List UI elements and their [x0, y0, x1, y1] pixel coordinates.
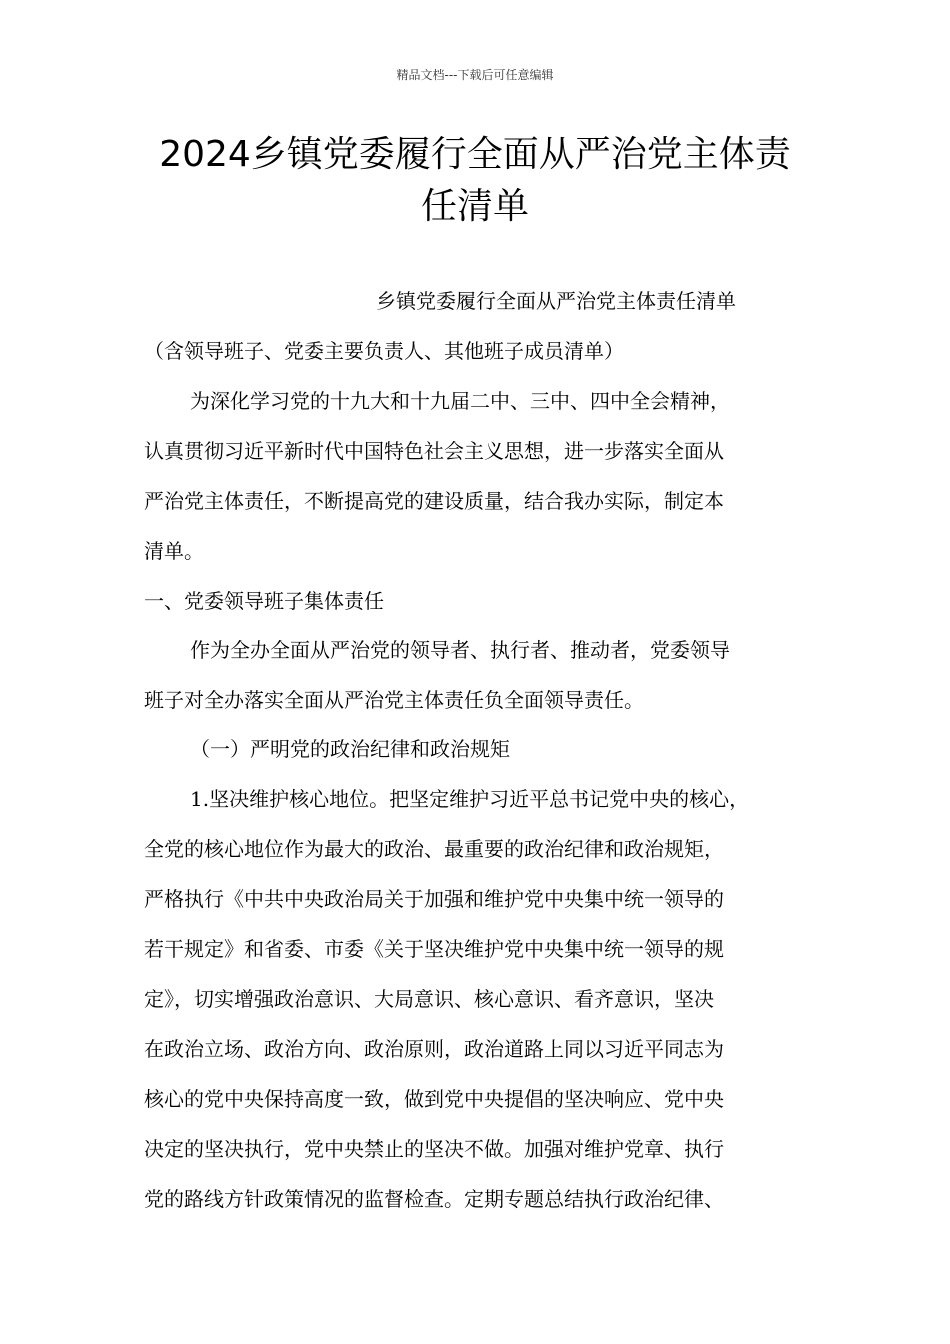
item-1-line-4: 若干规定》和省委、市委《关于坚决维护党中央集中统一领导的规 [144, 937, 724, 961]
document-title-line-1: 2024乡镇党委履行全面从严治党主体责 [159, 134, 791, 175]
document-title-line-2: 任清单 [420, 186, 529, 227]
intro-line-3: 严治党主体责任，不断提高党的建设质量，结合我办实际，制定本 [144, 489, 724, 513]
intro-line-4: 清单。 [144, 539, 204, 563]
item-1-line-6: 在政治立场、政治方向、政治原则，政治道路上同以习近平同志为 [144, 1037, 724, 1061]
section-1-heading: 一、党委领导班子集体责任 [144, 589, 384, 613]
section-1-subheading: （一）严明党的政治纪律和政治规矩 [190, 737, 510, 761]
intro-line-1: 为深化学习党的十九大和十九届二中、三中、四中全会精神， [190, 389, 730, 413]
item-1-line-2: 全党的核心地位作为最大的政治、最重要的政治纪律和政治规矩， [144, 837, 724, 861]
section-1-para-line-1: 作为全办全面从严治党的领导者、执行者、推动者，党委领导 [190, 638, 730, 662]
item-1-line-5: 定》，切实增强政治意识、大局意识、核心意识、看齐意识，坚决 [144, 987, 714, 1011]
scope-note: （含领导班子、党委主要负责人、其他班子成员清单） [144, 339, 624, 363]
section-1-para-line-2: 班子对全办落实全面从严治党主体责任负全面领导责任。 [144, 688, 644, 712]
header-note: 精品文档---下载后可任意编辑 [396, 68, 554, 82]
item-1-line-9: 党的路线方针政策情况的监督检查。定期专题总结执行政治纪律、 [144, 1187, 724, 1211]
document-subtitle: 乡镇党委履行全面从严治党主体责任清单 [376, 289, 736, 313]
item-1-line-7: 核心的党中央保持高度一致，做到党中央提倡的坚决响应、党中央 [144, 1087, 724, 1111]
item-1-line-1: 1.坚决维护核心地位。把坚定维护习近平总书记党中央的核心， [190, 787, 750, 811]
item-1-line-3: 严格执行《中共中央政治局关于加强和维护党中央集中统一领导的 [144, 887, 724, 911]
item-1-line-8: 决定的坚决执行，党中央禁止的坚决不做。加强对维护党章、执行 [144, 1137, 724, 1161]
intro-line-2: 认真贯彻习近平新时代中国特色社会主义思想，进一步落实全面从 [144, 439, 724, 463]
